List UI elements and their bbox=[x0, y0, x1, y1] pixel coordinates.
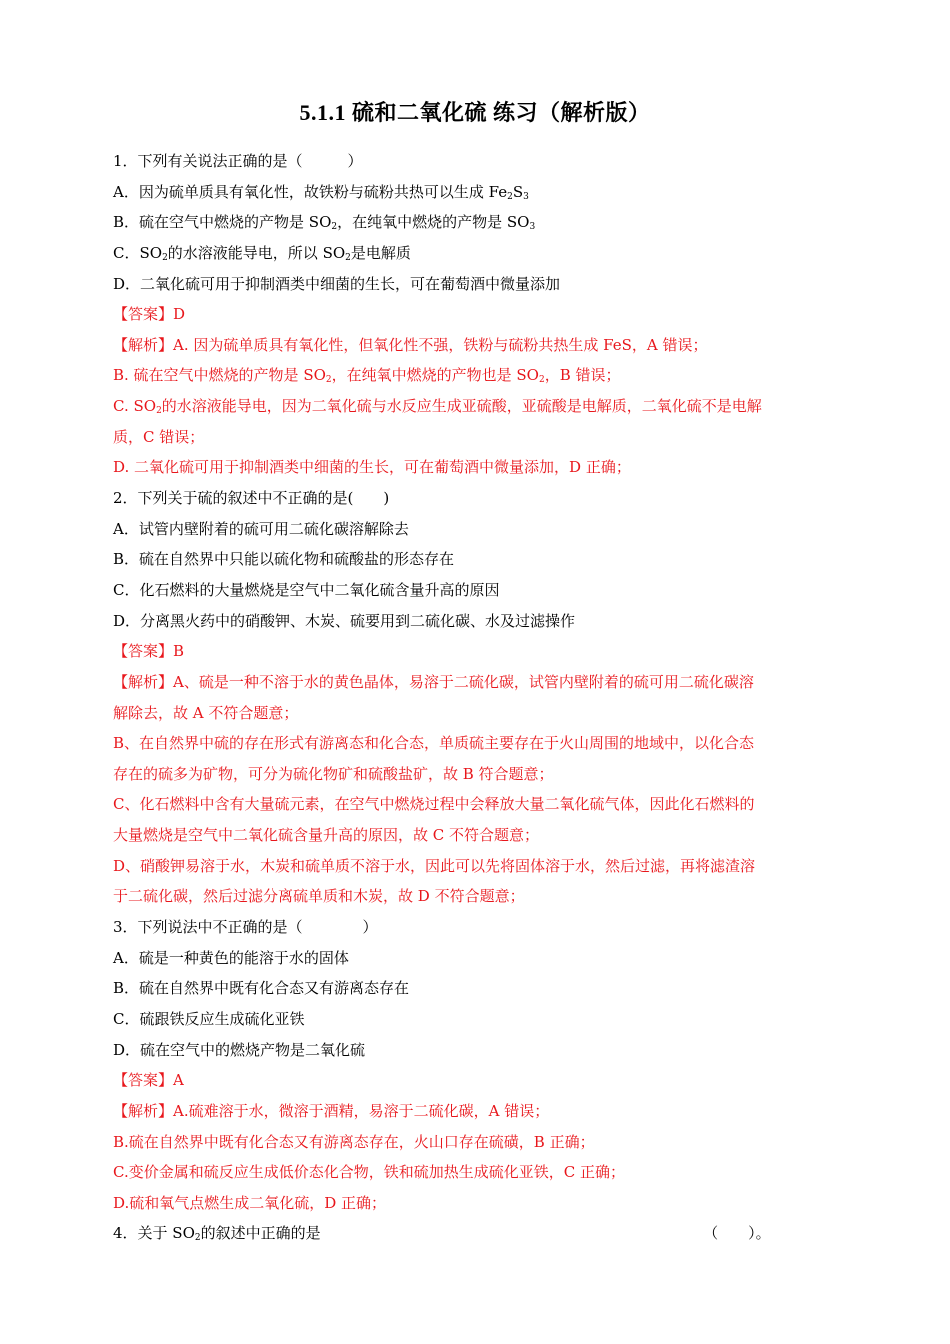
text-run: D．二氧化硫可用于抑制酒类中细菌的生长，可在葡萄酒中微量添加 bbox=[113, 274, 561, 293]
answer-line bbox=[113, 670, 843, 701]
answer-line bbox=[113, 363, 843, 394]
question-line bbox=[113, 272, 843, 303]
text-run: C. SO bbox=[113, 397, 157, 416]
text-run: B．硫在自然界中只能以硫化物和硫酸盐的形态存在 bbox=[113, 550, 455, 569]
text-run: 的水溶液能导电，所以 SO bbox=[167, 243, 346, 262]
text-run: S bbox=[512, 182, 524, 201]
text-run: 【解析】A、硫是一种不溶于水的黄色晶体，易溶于二硫化碳，试管内壁附着的硫可用二硫化碳溶 bbox=[113, 672, 754, 691]
answer-line bbox=[113, 854, 843, 885]
text-run: C.变价金属和硫反应生成低价态化合物，铁和硫加热生成硫化亚铁，C 正确； bbox=[113, 1163, 625, 1182]
answer-line bbox=[113, 1130, 843, 1161]
answer-line bbox=[113, 455, 843, 486]
question-line bbox=[113, 976, 843, 1007]
text-run: 存在的硫多为矿物，可分为硫化物矿和硫酸盐矿，故 B 符合题意； bbox=[113, 764, 554, 783]
question-line bbox=[113, 241, 843, 272]
subscript: 2 bbox=[507, 191, 513, 202]
question-line bbox=[113, 578, 843, 609]
text-run: 于二硫化碳，然后过滤分离硫单质和木炭，故 D 不符合题意； bbox=[113, 887, 525, 906]
subscript: 3 bbox=[529, 222, 536, 233]
text-run: 3．下列说法中不正确的是（ ） bbox=[113, 918, 378, 937]
text-run: D、硝酸钾易溶于水，木炭和硫单质不溶于水，因此可以先将固体溶于水，然后过滤，再将滤渣溶 bbox=[113, 856, 756, 875]
question-line bbox=[113, 1221, 843, 1252]
answer-line bbox=[113, 1068, 843, 1099]
text-run: 【解析】A.硫难溶于水，微溶于酒精，易溶于二硫化碳，A 错误； bbox=[113, 1101, 550, 1120]
question-line bbox=[113, 180, 843, 211]
answer-line bbox=[113, 639, 843, 670]
text-run: B. 硫在空气中燃烧的产物是 SO bbox=[113, 366, 326, 385]
subscript: 2 bbox=[194, 1233, 201, 1244]
page-title: 5.1.1 硫和二氧化硫 练习（解析版） bbox=[299, 100, 651, 125]
answer-line bbox=[113, 1099, 843, 1130]
text-run: D. 二氧化硫可用于抑制酒类中细菌的生长，可在葡萄酒中微量添加，D 正确； bbox=[113, 458, 631, 477]
text-run: ，在纯氧中燃烧的产物是 SO bbox=[337, 213, 530, 232]
text-run: 1．下列有关说法正确的是（ ） bbox=[113, 152, 363, 170]
question-line bbox=[113, 915, 843, 946]
subscript: 2 bbox=[156, 406, 162, 417]
text-run: 【答案】D bbox=[113, 305, 186, 324]
answer-line bbox=[113, 425, 843, 456]
text-run: 4．关于 SO bbox=[113, 1224, 195, 1243]
answer-line bbox=[113, 701, 843, 732]
text-run: D．分离黑火药中的硝酸钾、木炭、硫要用到二硫化碳、水及过滤操作 bbox=[113, 611, 576, 630]
answer-line bbox=[113, 792, 843, 823]
text-run: ，在纯氧中燃烧的产物也是 SO bbox=[331, 366, 539, 385]
answer-line bbox=[113, 333, 843, 364]
answer-line bbox=[113, 823, 843, 854]
text-run: ，B 错误； bbox=[544, 366, 621, 385]
text-run: 大量燃烧是空气中二氧化硫含量升高的原因，故 C 不符合题意； bbox=[113, 826, 540, 845]
answer-line bbox=[113, 302, 843, 333]
question-line bbox=[113, 517, 843, 548]
question-line bbox=[113, 149, 843, 180]
question-line bbox=[113, 486, 843, 517]
text-run: 【答案】B bbox=[113, 642, 185, 661]
answer-line bbox=[113, 1191, 843, 1222]
text-run: D.硫和氧气点燃生成二氧化硫，D 正确； bbox=[113, 1193, 387, 1212]
question-line bbox=[113, 210, 843, 241]
text-run: 【答案】A bbox=[113, 1071, 184, 1090]
text-run: 【解析】A. 因为硫单质具有氧化性，但氧化性不强，铁粉与硫粉共热生成 FeS，A 错误； bbox=[113, 335, 708, 354]
text-run: 的水溶液能导电，因为二氧化硫与水反应生成亚硫酸，亚硫酸是电解质，二氧化硫不是电解 bbox=[161, 397, 762, 416]
text-run: B.硫在自然界中既有化合态又有游离态存在，火山口存在硫磺，B 正确； bbox=[113, 1132, 595, 1151]
text-run: C、化石燃料中含有大量硫元素，在空气中燃烧过程中会释放大量二氧化硫气体，因此化石燃料的 bbox=[113, 795, 755, 814]
subscript: 2 bbox=[325, 375, 332, 386]
question-line bbox=[113, 609, 843, 640]
answer-line bbox=[113, 762, 843, 793]
answer-line bbox=[113, 884, 843, 915]
text-run: 是电解质 bbox=[350, 243, 411, 262]
text-run: C．硫跟铁反应生成硫化亚铁 bbox=[113, 1009, 305, 1028]
text-run: B．硫在自然界中既有化合态又有游离态存在 bbox=[113, 979, 410, 998]
text-run: B．硫在空气中燃烧的产物是 SO bbox=[113, 213, 332, 232]
subscript: 2 bbox=[345, 252, 351, 263]
text-run: 的叙述中正确的是 （ ）。 bbox=[200, 1224, 771, 1243]
text-run: 解除去，故 A 不符合题意； bbox=[113, 703, 299, 722]
answer-line bbox=[113, 731, 843, 762]
document-body bbox=[113, 149, 843, 1252]
subscript: 2 bbox=[331, 222, 338, 233]
question-line bbox=[113, 1007, 843, 1038]
question-line bbox=[113, 1038, 843, 1069]
subscript: 2 bbox=[162, 252, 168, 263]
answer-line bbox=[113, 1160, 843, 1191]
text-run: 质，C 错误； bbox=[113, 427, 205, 446]
text-run: A．试管内壁附着的硫可用二硫化碳溶解除去 bbox=[113, 519, 409, 538]
subscript: 2 bbox=[538, 375, 545, 386]
text-run: D．硫在空气中的燃烧产物是二氧化硫 bbox=[113, 1040, 366, 1059]
text-run: C．化石燃料的大量燃烧是空气中二氧化硫含量升高的原因 bbox=[113, 580, 500, 599]
question-line bbox=[113, 946, 843, 977]
answer-line bbox=[113, 394, 843, 425]
question-line bbox=[113, 547, 843, 578]
text-run: 2．下列关于硫的叙述中不正确的是( ) bbox=[113, 489, 390, 508]
text-run: A．因为硫单质具有氧化性，故铁粉与硫粉共热可以生成 Fe bbox=[113, 182, 508, 201]
subscript: 3 bbox=[523, 191, 529, 202]
text-run: C．SO bbox=[113, 243, 163, 262]
text-run: A．硫是一种黄色的能溶于水的固体 bbox=[113, 948, 349, 967]
text-run: B、在自然界中硫的存在形式有游离态和化合态，单质硫主要存在于火山周围的地域中，以化合态 bbox=[113, 734, 755, 753]
